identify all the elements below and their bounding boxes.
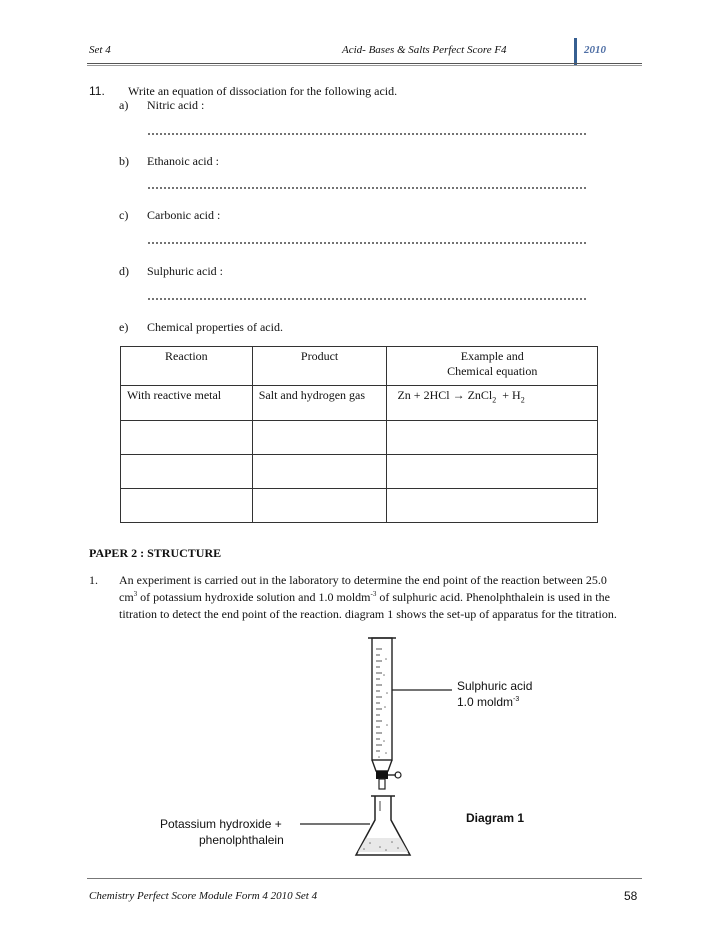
question-prompt: Write an equation of dissociation for the following acid. [128,84,398,98]
table-row [121,421,598,455]
arrow-icon: → [452,388,465,402]
header-title: Acid- Bases & Salts Perfect Score F4 [342,44,507,56]
part-b-label: Ethanoic acid : [147,154,219,168]
empty-cell[interactable] [252,421,387,455]
q1-line-2 [119,590,610,605]
empty-cell[interactable] [252,489,387,523]
part-d-label: Sulphuric acid : [147,264,223,278]
table-row [121,455,598,489]
header-rule-secondary [87,65,642,66]
acid-label-line2 [457,695,519,709]
answer-line-d[interactable] [147,298,587,300]
eq-zncl: ZnCl [467,388,493,402]
part-b-letter: b) [119,154,129,168]
header-rule [87,63,642,64]
header-product: Product [252,347,387,386]
titration-diagram [300,635,560,865]
eq-sub-1: 2 [492,395,497,405]
eq-hydrogen: + H [502,388,521,402]
part-e-letter: e) [119,320,129,334]
part-a-label: Nitric acid : [147,98,205,112]
part-a-letter: a) [119,98,129,112]
part-d-letter: d) [119,264,129,278]
q1-number: 1. [89,573,98,587]
cell-product: Salt and hydrogen gas [252,386,387,421]
cell-reaction: With reactive metal [121,386,253,421]
q1-line-2-mid: of potassium hydroxide solution and 1.0 moldm [137,590,371,604]
section-title: PAPER 2 : STRUCTURE [89,546,222,560]
header-year: 2010 [584,44,606,56]
cell-equation [387,386,598,421]
empty-cell[interactable] [387,455,598,489]
header-example [387,347,598,386]
q1-line-3: titration to detect the end point of the reaction. diagram 1 shows the set-up of apparatus for the titration. [119,607,617,621]
table-row [121,386,598,421]
header-set: Set 4 [89,44,111,56]
burette [368,638,401,789]
page-number: 58 [624,889,638,903]
answer-line-c[interactable] [147,242,587,244]
base-label-line2: phenolphthalein [199,833,284,847]
table-header-row [121,347,598,386]
empty-cell[interactable] [121,421,253,455]
empty-cell[interactable] [252,455,387,489]
header-example-line1: Example and [460,349,524,363]
conical-flask [356,796,410,855]
diagram-caption: Diagram 1 [466,811,525,825]
q1-line-2-end: of sulphuric acid. Phenolphthalein is used in the [376,590,610,604]
empty-cell[interactable] [121,455,253,489]
header-reaction: Reaction [121,347,253,386]
acid-label-line1: Sulphuric acid [457,679,533,693]
answer-line-b[interactable] [147,187,587,189]
empty-cell[interactable] [387,421,598,455]
acid-sup: -3 [513,696,520,703]
acid-concentration: 1.0 moldm [457,695,514,709]
empty-cell[interactable] [387,489,598,523]
header-example-line2: Chemical equation [447,364,538,378]
q1-line-1: An experiment is carried out in the laboratory to determine the end point of the reaction between 25.0 [119,573,607,587]
answer-line-a[interactable] [147,133,587,135]
eq-sub-2: 2 [520,395,525,405]
base-label-line1: Potassium hydroxide + [160,817,282,831]
empty-cell[interactable] [121,489,253,523]
part-c-letter: c) [119,208,129,222]
part-c-label: Carbonic acid : [147,208,221,222]
table-row [121,489,598,523]
q1-cm: cm [119,590,134,604]
header-divider [574,38,577,66]
acid-properties-table [120,346,598,523]
footer-title: Chemistry Perfect Score Module Form 4 2010 Set 4 [89,890,318,902]
footer-rule [87,878,642,879]
eq-reactants: Zn + 2HCl [397,388,450,402]
q1-sup-neg3: -3 [370,590,377,598]
question-number: 11. [89,84,105,98]
q1-sup-3: 3 [133,590,138,598]
part-e-label: Chemical properties of acid. [147,320,283,334]
